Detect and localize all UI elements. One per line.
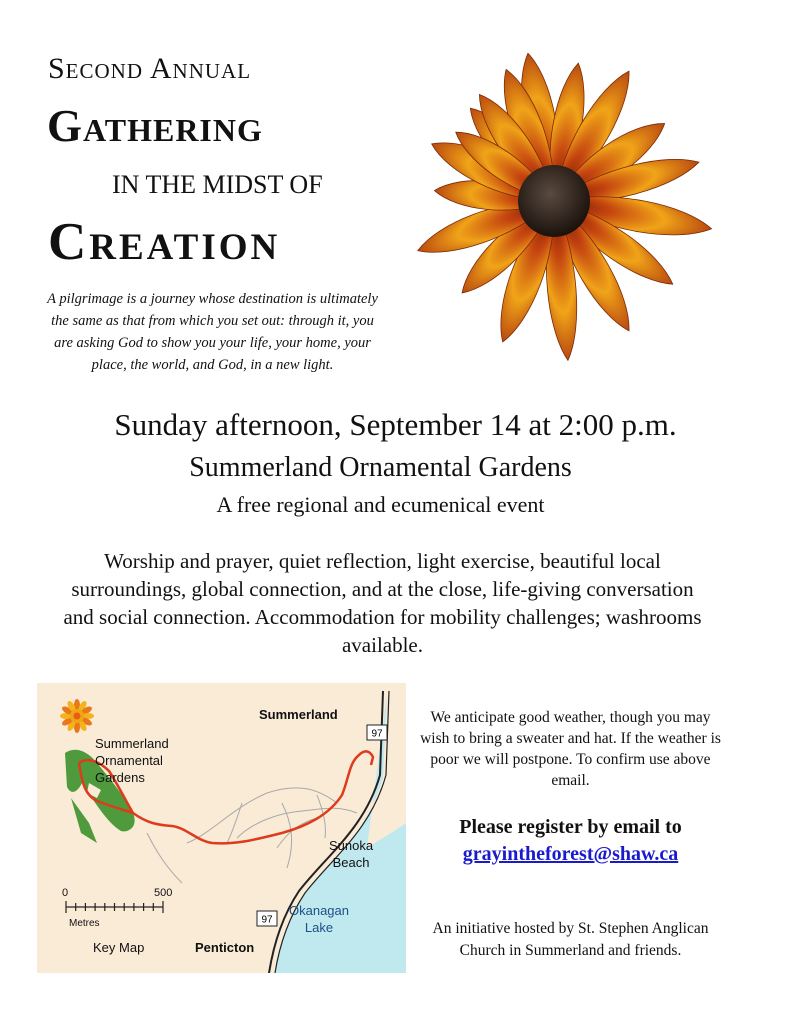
title-gathering: Gathering — [47, 101, 263, 151]
key-map — [37, 683, 406, 973]
map-label-gardens: Summerland Ornamental Gardens — [95, 736, 169, 785]
map-label-sunoka-beach: Sunoka Beach — [329, 838, 374, 870]
weather-note: We anticipate good weather, though you may wish to bring a sweater and hat. If the weather is poor we will postpone. To confirm use above email. — [420, 709, 721, 789]
sun-logo-icon — [60, 699, 94, 733]
park-strip — [71, 798, 97, 843]
register-email-link[interactable]: grayintheforest@shaw.ca — [462, 843, 679, 865]
event-venue: Summerland Ornamental Gardens — [189, 452, 572, 483]
initiative-note: An initiative hosted by St. Stephen Anglican Church in Summerland and friends. — [432, 920, 709, 959]
pilgrimage-quote: A pilgrimage is a journey whose destination is ultimately the same as that from which you set out: through it, you are asking God to show you your life, your home, your place, the world, and God, in a new light. — [47, 291, 378, 373]
event-description: Worship and prayer, quiet reflection, light exercise, beautiful local surroundings, global connection, and at the close, life-giving conversation and social connection. Accommodation for mobility challenges; washrooms available. — [63, 549, 702, 657]
key-map-label: Key Map — [93, 940, 145, 955]
event-datetime: Sunday afternoon, September 14 at 2:00 p.m. — [114, 407, 677, 442]
scale-start-label: 0 — [62, 887, 69, 899]
event-tagline: A free regional and ecumenical event — [216, 492, 545, 517]
scale-bar — [66, 901, 163, 913]
scale-end-label: 500 — [154, 887, 173, 899]
title-second-annual: Second Annual — [48, 52, 252, 85]
map-label-okanagan-lake: Okanagan Lake — [289, 903, 349, 935]
sunflower-image — [392, 38, 752, 400]
title-creation: Creation — [48, 213, 281, 271]
title-in-the-midst-of: IN THE MIDST OF — [112, 170, 323, 199]
register-label: Please register by email to — [459, 816, 682, 838]
map-label-summerland: Summerland — [259, 707, 338, 722]
highway-97-label: 97 — [371, 728, 383, 740]
highway-97-shield-bottom — [257, 911, 277, 926]
highway-97-shield-top — [367, 725, 387, 740]
flower-center — [518, 165, 590, 237]
scale-unit-label: Metres — [69, 918, 100, 929]
map-label-penticton: Penticton — [195, 940, 255, 955]
highway-97-label-2: 97 — [261, 914, 273, 926]
